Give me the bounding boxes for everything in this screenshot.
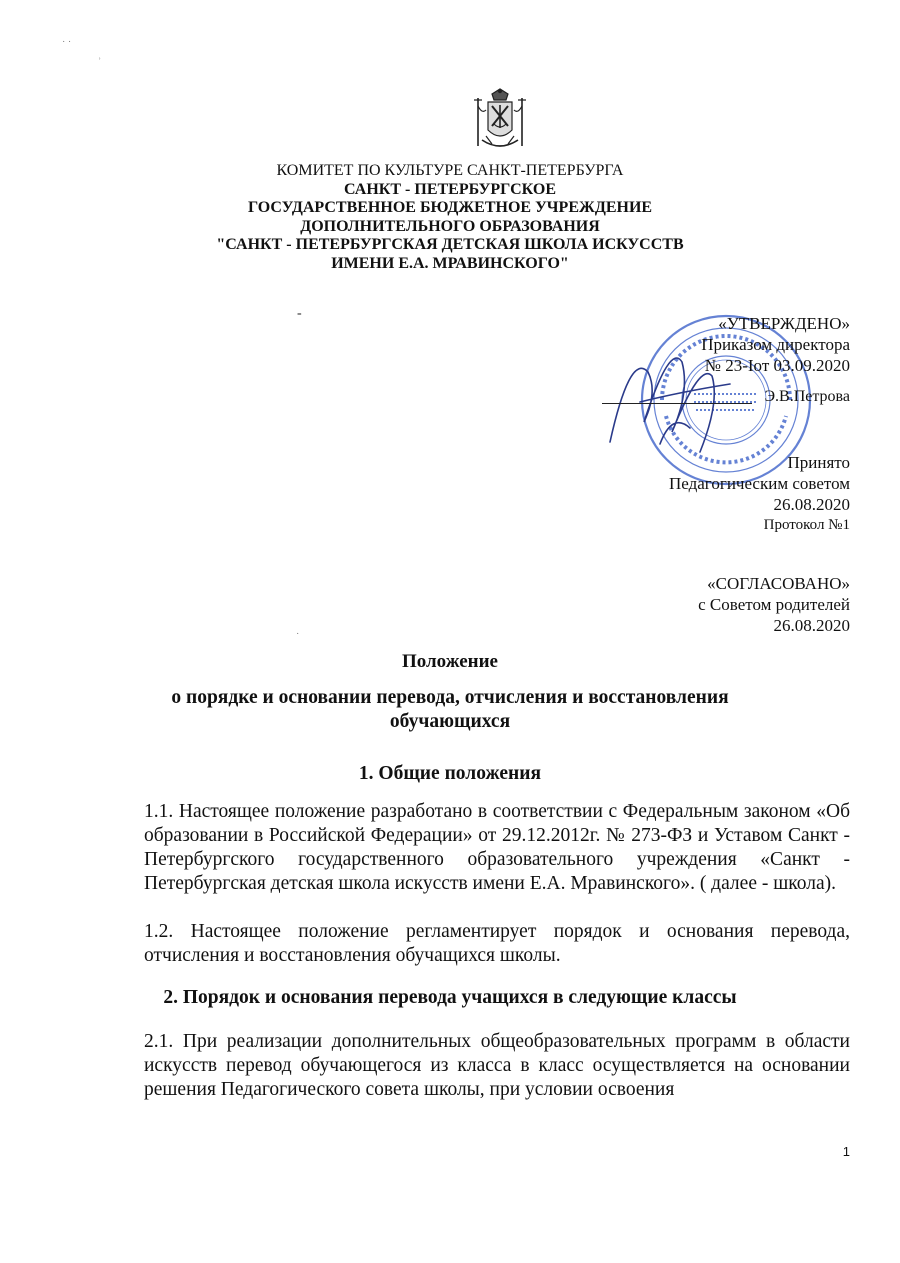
coat-of-arms-icon <box>472 88 528 154</box>
org-name-line-4: "САНКТ - ПЕТЕРБУРГСКАЯ ДЕТСКАЯ ШКОЛА ИСКУССТВ <box>216 236 684 253</box>
org-name-line-3: ДОПОЛНИТЕЛЬНОГО ОБРАЗОВАНИЯ <box>300 217 600 235</box>
signature-line <box>602 403 752 404</box>
accepted-block <box>550 452 850 536</box>
approval-order: Приказом директора <box>701 335 850 354</box>
agreed-block <box>550 573 850 636</box>
section-2-heading: 2. Порядок и основания перевода учащихся в следующие классы <box>163 987 737 1008</box>
org-name-line-1: САНКТ - ПЕТЕРБУРГСКОЕ <box>344 180 556 198</box>
document-title: Положение <box>401 651 498 672</box>
scan-speck: ˒ <box>98 52 102 63</box>
document-subtitle-line-1: о порядке и основании перевода, отчисления и восстановления <box>171 687 729 708</box>
committee-name: КОМИТЕТ ПО КУЛЬТУРЕ САНКТ-ПЕТЕРБУРГА <box>276 162 624 179</box>
document-subtitle-line-2: обучающихся <box>389 711 511 732</box>
approval-signer: Э.В.Петрова <box>764 388 850 405</box>
paragraph-1-2: 1.2. Настоящее положение регламентирует порядок и основания перевода, отчисления и восстановления обучащихся школы. <box>144 921 850 966</box>
accepted-date: 26.08.2020 <box>773 495 850 514</box>
org-name-line-5: ИМЕНИ Е.А. МРАВИНСКОГО" <box>331 254 569 272</box>
scan-speck: ˙ <box>296 632 300 643</box>
agreed-date: 26.08.2020 <box>773 616 850 635</box>
paragraph-1-1: 1.1. Настоящее положение разработано в соответствии с Федеральным законом «Об образовании в Российской Федерации» от 29.12.2012г. № 273-ФЗ и Уставом Санкт - Петербургского государственного образовательного учреждения «Санкт - Петербургская детская школа искусств имени Е.А. Мравинского». ( далее - школа). <box>144 801 850 894</box>
agreed-council: с Советом родителей <box>698 595 850 614</box>
org-name-line-2: ГОСУДАРСТВЕННОЕ БЮДЖЕТНОЕ УЧРЕЖДЕНИЕ <box>247 199 653 216</box>
document-subtitle <box>100 686 800 734</box>
organization-header <box>100 162 800 273</box>
approval-order-number: № 23-Іот 03.09.2020 <box>704 356 850 375</box>
page-number: 1 <box>842 1144 850 1159</box>
scan-dash: - <box>297 306 302 321</box>
accepted-label: Принято <box>787 453 850 472</box>
scan-speck: ˙ ˙ <box>62 40 72 51</box>
accepted-council: Педагогическим советом <box>669 474 850 493</box>
approval-block <box>530 313 850 376</box>
paragraph-2-1: 2.1. При реализации дополнительных общеобразовательных программ в области искусств перевод обучающегося из класса в класс осуществляется на основании решения Педагогического совета школы, при условии освоения <box>144 1031 850 1100</box>
accepted-protocol: Протокол №1 <box>763 517 850 533</box>
agreed-label: «СОГЛАСОВАНО» <box>707 574 850 593</box>
section-1-heading: 1. Общие положения <box>358 763 542 784</box>
approved-label: «УТВЕРЖДЕНО» <box>718 314 850 333</box>
